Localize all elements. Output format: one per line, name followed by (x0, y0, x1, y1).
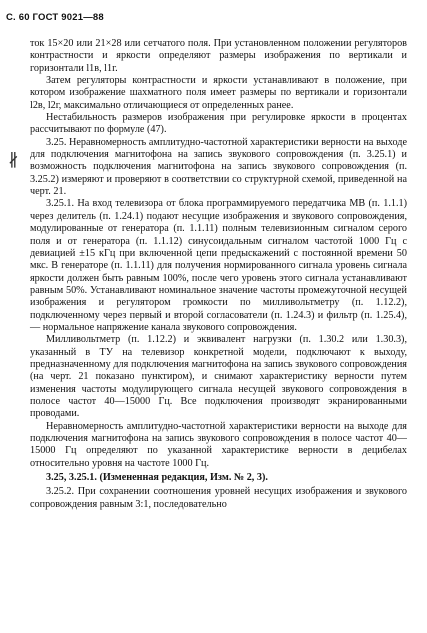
paragraph-2: Затем регуляторы контрастности и яркости устанавливают в положение, при котором изображение шахматного поля имеет размеры по вертикали и горизонтали l2в, l2г, максимально отличающиеся от определенных ранее. (30, 75, 407, 111)
paragraph-3-25: 3.25. Неравномерность амплитудно-частотной характеристики верности на выходе для подключения магнитофона на запись звукового сопровождения (п. 3.25.1) и возможность подключения магнитофона на запись звукового сопровождения (п. 3.25.2) измеряют и проверяют в соответствии со структурной схемой, приведенной на черт. 21. (30, 136, 407, 198)
paragraph-3-25-2: 3.25.2. При сохранении соотношения уровней несущих изображения и звукового сопровождения равным 3:1, последовательно (30, 486, 407, 510)
paragraph-millivoltmeter: Милливольтметр (п. 1.12.2) и эквивалент нагрузки (п. 1.30.2 или 1.30.3), указанный в ТУ на телевизор конкретной модели, подключают к выходу, предназначенному для подключения магнитофона на запись звукового сопровождения (на черт. 21 показано пунктиром), и снимают характеристику верности путем изменения частоты модулирующего сигнала несущей звукового сопровождения в полосе частот 40—15000 Гц. Все подключения производят экранированными проводами. (30, 334, 407, 420)
page-header: С. 60 ГОСТ 9021—88 (6, 12, 104, 23)
paragraph-nonuniformity: Неравномерность амплитудно-частотной характеристики верности на выходе для подключения магнитофона на запись звукового сопровождения в полосе частот 40—15000 Гц определяют по указанной характеристике верности в децибелах относительно уровня на частоте 1000 Гц. (30, 420, 407, 469)
handwritten-margin-mark: ∦ (8, 151, 19, 171)
amendment-ref: 3.25, 3.25.1. (46, 472, 97, 484)
amendment-note (30, 472, 407, 484)
body-text (30, 38, 407, 511)
amendment-text: (Измененная редакция, Изм. № 2, 3). (99, 472, 268, 484)
paragraph-3-25-1: 3.25.1. На вход телевизора от блока программируемого передатчика МВ (п. 1.1.1) через делитель (п. 1.24.1) подают несущие изображения и звукового сопровождения, модулированные от генератора (п. 1.1.11) полным телевизионным сигналом серого поля и от генератора (п. 1.1.12) синусоидальным сигналом частотой 1000 Гц с девиацией ±15 кГц при включенной цепи предыскажений с постоянной времени 50 мкс. В генераторе (п. 1.1.11) для получения нормированного сигнала уровень сигнала яркости должен быть равным 100%, после чего уровень этого сигнала устанавливают равным 50%. Устанавливают номинальное значение частоты промежуточной несущей изображения и регулятором громкости по милливольтметру (п. 1.12.2), подключенному через первый и второй согласователи (п. 1.24.3) и фильтр (п. 1.25.4), — нормальное напряжение канала звукового сопровождения. (30, 198, 407, 333)
paragraph-3: Нестабильность размеров изображения при регулировке яркости в процентах рассчитывают по формуле (47). (30, 112, 407, 136)
paragraph-1: ток 15×20 или 21×28 или сетчатого поля. При установленном положении регуляторов контрастности и яркости определяют размеры изображения по вертикали и горизонтали l1в, l1г. (30, 38, 407, 74)
